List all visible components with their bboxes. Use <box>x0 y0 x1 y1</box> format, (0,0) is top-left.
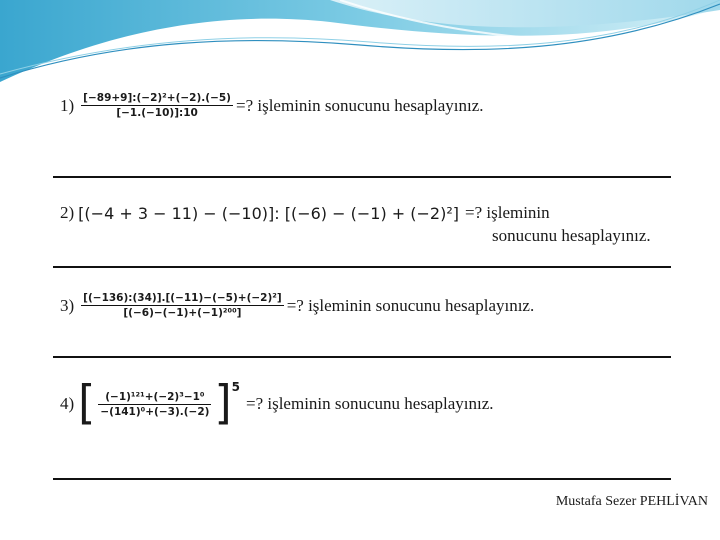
answer-line <box>53 266 671 268</box>
fraction <box>81 292 284 319</box>
fraction <box>81 92 233 119</box>
fraction-denominator: [−1.(−10)]:10 <box>116 107 198 119</box>
fraction-denominator: −(141)⁰+(−3).(−2) <box>100 405 210 418</box>
open-bracket: [ <box>78 376 96 431</box>
author-name: Mustafa Sezer PEHLİVAN <box>555 494 708 509</box>
question-text: =? işleminin sonucunu hesaplayınız. <box>235 95 484 115</box>
question-number: 1) <box>60 95 75 115</box>
answer-line <box>53 176 671 178</box>
question-text-continued: sonucunu hesaplayınız. <box>492 226 651 245</box>
close-bracket: ] <box>214 376 232 431</box>
exponent: 5 <box>231 380 240 394</box>
question-4 <box>60 376 494 431</box>
question-number: 2) <box>60 203 75 222</box>
question-expression: [(−4 + 3 − 11) − (−10)]: [(−6) − (−1) + (−2)²] <box>78 203 459 223</box>
question-3 <box>60 292 534 319</box>
fraction-numerator: [−89+9]:(−2)²+(−2).(−5) <box>83 92 231 104</box>
answer-line <box>53 356 671 358</box>
question-text: =? işleminin sonucunu hesaplayınız. <box>245 394 494 413</box>
question-text: =? işleminin <box>465 203 550 222</box>
fraction-denominator: [(−6)−(−1)+(−1)²⁰⁰] <box>123 307 242 319</box>
question-1 <box>60 92 484 119</box>
question-number: 4) <box>60 394 75 413</box>
question-number: 3) <box>60 295 75 315</box>
answer-line <box>53 478 671 480</box>
fraction <box>98 391 211 418</box>
fraction-numerator: [(−136):(34)].[(−11)−(−5)+(−2)²] <box>83 292 282 304</box>
fraction-numerator: (−1)¹²¹+(−2)³−1⁰ <box>105 390 205 403</box>
question-text: =? işleminin sonucunu hesaplayınız. <box>286 295 535 315</box>
header-wave-banner <box>0 0 720 90</box>
